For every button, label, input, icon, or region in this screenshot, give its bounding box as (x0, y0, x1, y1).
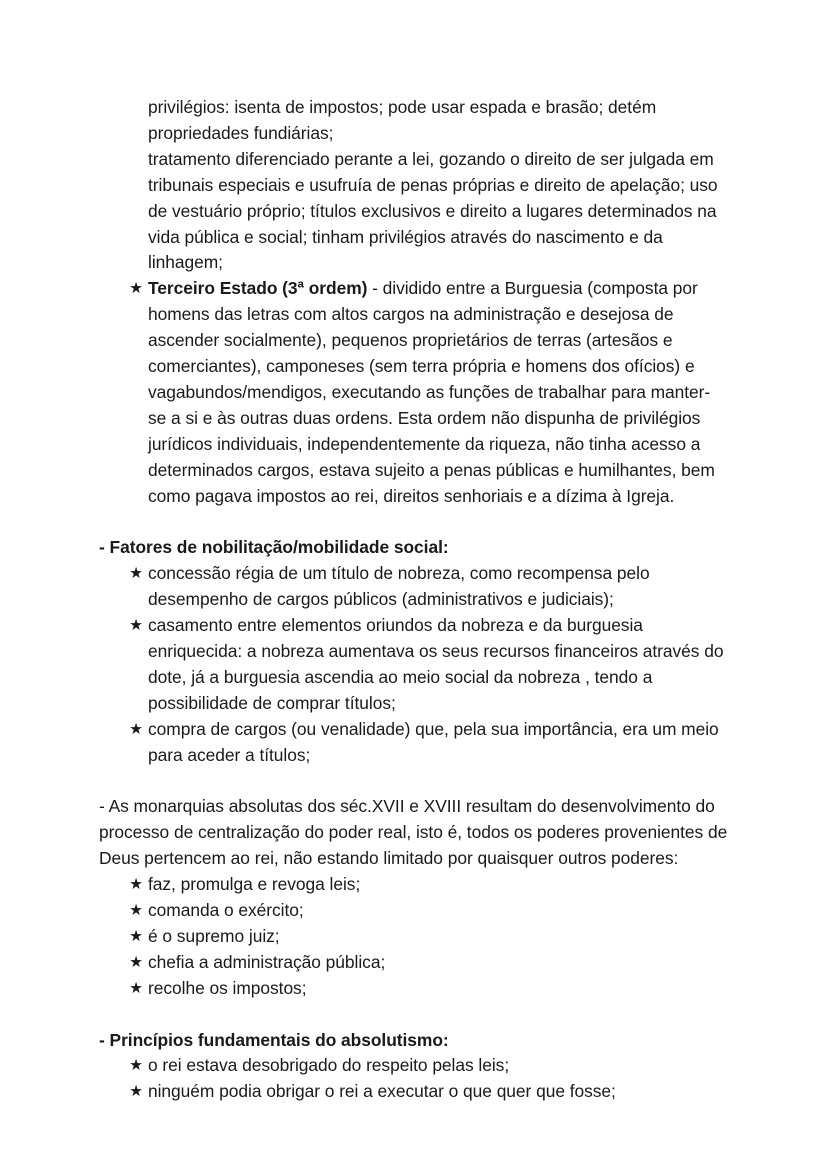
list-item (99, 898, 728, 924)
star-bullet-icon: ★ (129, 902, 143, 920)
star-bullet-icon: ★ (129, 720, 143, 738)
section-spacer (99, 510, 728, 536)
star-bullet-icon: ★ (129, 280, 143, 298)
fatores-list (99, 561, 728, 768)
star-bullet-icon: ★ (129, 617, 143, 635)
estates-list (99, 276, 728, 509)
list-item (99, 872, 728, 898)
list-item-text: faz, promulga e revoga leis; (148, 874, 361, 895)
section-spacer (99, 1002, 728, 1028)
list-item-text: recolhe os impostos; (148, 977, 307, 998)
star-bullet-icon: ★ (129, 1057, 143, 1075)
list-item-text: casamento entre elementos oriundos da nobreza e da burguesia enriquecida: a nobreza aumentava os seus recursos financeiros através do dote, já a burguesia ascendia ao meio social da nobreza , tendo a possibilidade de comprar títulos; (148, 615, 724, 713)
star-bullet-icon: ★ (129, 953, 143, 971)
document-body (99, 95, 728, 1105)
heading-fatores-nobilitacao: - Fatores de nobilitação/mobilidade social: (99, 537, 449, 558)
continuation-line-privileges: privilégios: isenta de impostos; pode usar espada e brasão; detém propriedades fundiárias; (148, 97, 657, 143)
list-item (99, 1079, 728, 1105)
list-item (99, 950, 728, 976)
terceiro-estado-label: Terceiro Estado (3ª ordem) (148, 278, 368, 299)
paragraph-monarquias-absolutas: - As monarquias absolutas dos séc.XVII e XVIII resultam do desenvolvimento do processo de centralização do poder real, isto é, todos os poderes provenientes de Deus pertencem ao rei, não estando limitado por quaisquer outros poderes: (99, 796, 728, 869)
list-item (99, 561, 728, 613)
star-bullet-icon: ★ (129, 927, 143, 945)
list-item-text: ninguém podia obrigar o rei a executar o que quer que fosse; (148, 1081, 616, 1102)
principios-list (99, 1053, 728, 1105)
list-item (99, 976, 728, 1002)
list-item (99, 924, 728, 950)
list-item-text: é o supremo juiz; (148, 925, 280, 946)
list-item-text: compra de cargos (ou venalidade) que, pela sua importância, era um meio para aceder a títulos; (148, 718, 719, 765)
list-item-text: comanda o exército; (148, 900, 304, 921)
list-item (99, 717, 728, 769)
list-item-text: concessão régia de um título de nobreza, como recompensa pelo desempenho de cargos públicos (administrativos e judiciais); (148, 563, 650, 610)
continuation-line-treatment: tratamento diferenciado perante a lei, gozando o direito de ser julgada em tribunais especiais e usufruía de penas próprias e direito de apelação; uso de vestuário próprio; títulos exclusivos e direito a lugares determinados na vida pública e social; tinham privilégios através do nascimento e da linhagem; (148, 148, 718, 273)
list-item-terceiro-estado (99, 276, 728, 509)
list-item-text (148, 276, 728, 509)
star-bullet-icon: ★ (129, 876, 143, 894)
list-item-text: chefia a administração pública; (148, 951, 386, 972)
monarquias-powers-list (99, 872, 728, 1002)
star-bullet-icon: ★ (129, 565, 143, 583)
star-bullet-icon: ★ (129, 979, 143, 997)
terceiro-estado-description: - dividido entre a Burguesia (composta por homens das letras com altos cargos na administração e desejosa de ascender socialmente), pequenos proprietários de terras (artesãos e comerciantes), camponeses (sem terra própria e homens dos ofícios) e vagabundos/mendigos, executando as funções de trabalhar para manter-se a si e às outras duas ordens. Esta ordem não dispunha de privilégios jurídicos individuais, independentemente da riqueza, não tinha acesso a determinados cargos, estava sujeito a penas públicas e humilhantes, bem como pagava impostos ao rei, direitos senhoriais e a dízima à Igreja. (148, 278, 715, 506)
section-spacer (99, 769, 728, 795)
star-bullet-icon: ★ (129, 1083, 143, 1101)
list-item-text: o rei estava desobrigado do respeito pelas leis; (148, 1055, 510, 1076)
list-item (99, 613, 728, 717)
heading-principios-absolutismo: - Princípios fundamentais do absolutismo: (99, 1029, 449, 1050)
list-item (99, 1053, 728, 1079)
